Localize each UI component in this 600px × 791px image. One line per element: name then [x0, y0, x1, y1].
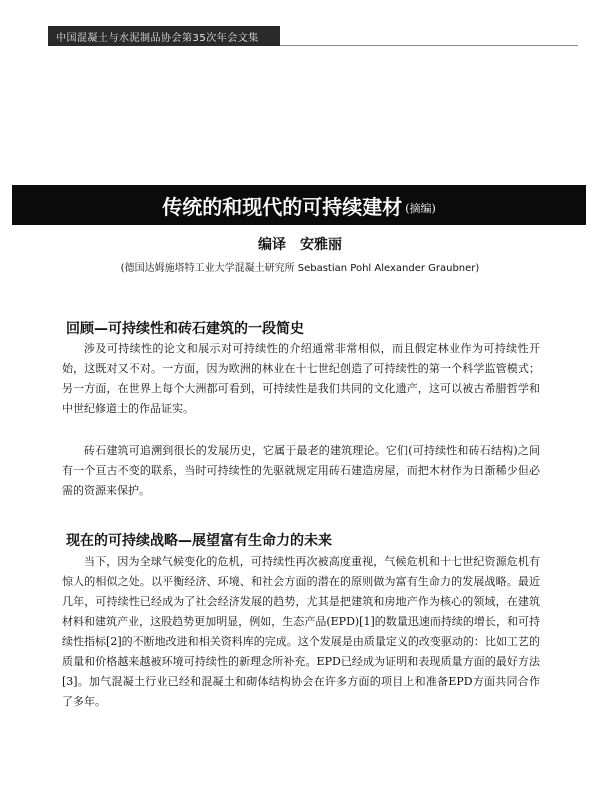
affiliation-line: (德国达姆施塔特工业大学混凝土研究所 Sebastian Pohl Alexander Graubner)	[120, 263, 480, 274]
section-heading-strategy: 现在的可持续战略—展望富有生命力的未来	[66, 533, 332, 549]
article-title-bar	[12, 185, 586, 225]
paragraph: 砖石建筑可追溯到很长的发展历史，它属于最老的建筑理论。它们(可持续性和砖石结构)之间有一个亘古不变的联系，当时可持续性的先驱就规定用砖石建造房屋，而把木材作为日渐稀少但必需的资源来保护。	[62, 444, 540, 497]
running-header-text: 中国混凝土与水泥制品协会第35次年会文集	[56, 32, 259, 44]
article-title: 传统的和现代的可持续建材	[162, 194, 403, 219]
translator-line: 编译 安雅丽	[258, 237, 342, 253]
running-header	[48, 26, 280, 46]
article-title-suffix: (摘编)	[405, 202, 436, 215]
paragraph: 涉及可持续性的论文和展示对可持续性的介绍通常非常相似，而且假定林业作为可持续性开始，这既对又不对。一方面，因为欧洲的林业在十七世纪创造了可持续性的第一个科学监管模式；另一方面，在世界上每个大洲都可看到，可持续性是我们共同的文化遗产，这可以被古希腊哲学和中世纪修道士的作品证实。	[62, 342, 540, 415]
paragraph: 当下，因为全球气候变化的危机，可持续性再次被高度重视，气候危机和十七世纪资源危机有惊人的相似之处。以平衡经济、环境、和社会方面的潜在的原则做为富有生命力的发展战略。最近几年，可持续性已经成为了社会经济发展的趋势，尤其是把建筑和房地产作为核心的领域，在建筑材料和建筑产业，这股趋势更加明显，例如，生态产品(EPD)[1]的数量迅速而持续的增长，和可持续性指标[2]的不断地改进和相关资料库的完成。这个发展是由质量定义的改变驱动的：比如工艺的质量和价格越来越被环境可持续性的新理念所补充。EPD已经成为证明和表现质量方面的最好方法[3]。加气混凝土行业已经和混凝土和砌体结构协会在许多方面的项目上和准备EPD方面共同合作了多年。	[62, 555, 540, 708]
header-rule	[280, 45, 578, 46]
section-heading-history: 回顾—可持续性和砖石建筑的一段简史	[66, 321, 304, 337]
